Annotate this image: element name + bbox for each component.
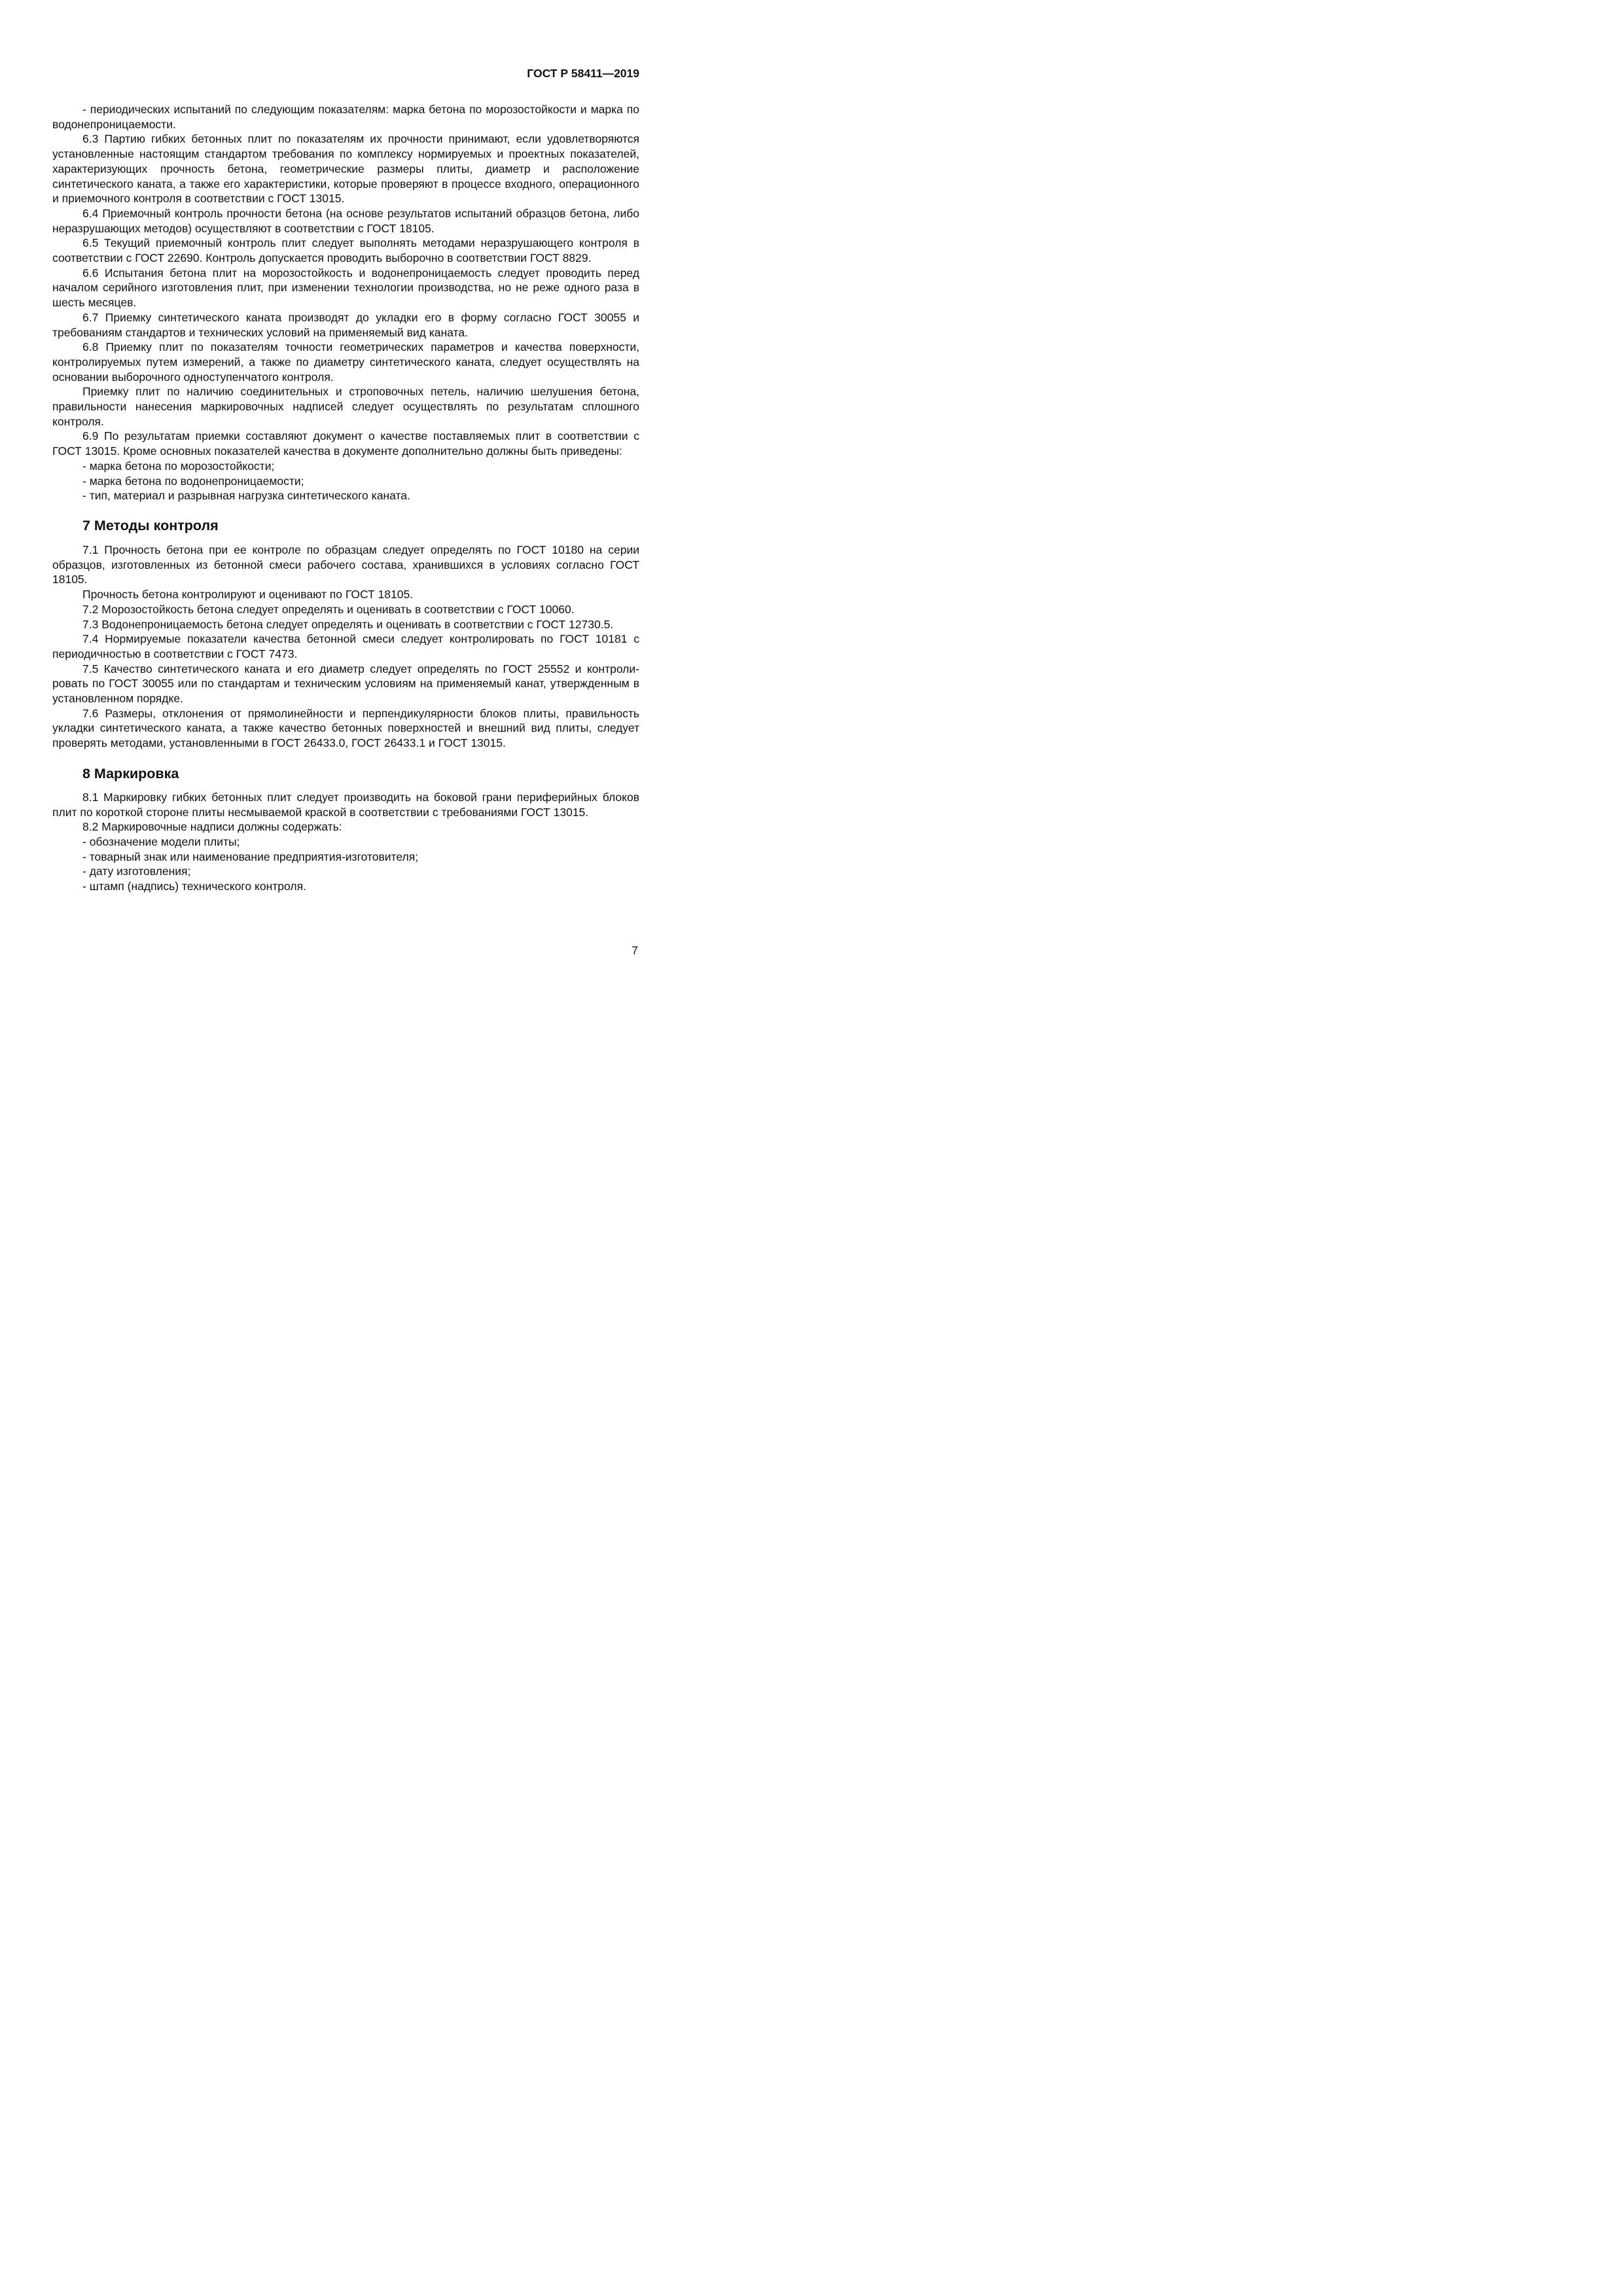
paragraph: 8.1 Маркировку гибких бетонных плит следует производить на боковой грани периферийных блоков плит по короткой стороне плиты несмываемой краской в соответствии с требованиями ГОСТ 13015. [52,790,639,819]
paragraph: 6.6 Испытания бетона плит на морозостойкость и водонепроницаемость следует проводить перед началом серийного изготовления плит, при изменении технологии производства, но не реже одного раза в шесть месяцев. [52,266,639,310]
paragraph: 6.3 Партию гибких бетонных плит по показателям их прочности принимают, если удовлетворяются установленные настоящим стандартом требования по комплексу нормируемых и проектных показателей, характеризующих прочность бетона, геометрические размеры плиты, диаметр и расположение синтетического каната, а также его характеристики, которые проверяют в процессе входного, операционного и приемочного контроля в соответствии с ГОСТ 13015. [52,132,639,206]
document-page [0,0,720,1018]
paragraph: 8.2 Маркировочные надписи должны содержать: [82,820,342,834]
list-item: - товарный знак или наименование предприятия-изготовителя; [82,850,419,863]
section-7 [52,543,639,751]
paragraph: 7.3 Водонепроницаемость бетона следует определять и оценивать в соответствии с ГОСТ 12730.5. [82,617,614,631]
document-body [52,102,639,894]
list-item: - тип, материал и разрывная нагрузка синтетического каната. [82,489,410,503]
document-code-header: ГОСТ Р 58411—2019 [527,67,639,80]
paragraph: Приемку плит по наличию соединительных и строповочных петель, наличию шелушения бетона, правильности нанесения маркировочных надписей следует осуществлять по результатам сплошного контроля. [52,385,639,428]
page-number: 7 [632,944,638,957]
paragraph: 6.4 Приемочный контроль прочности бетона (на основе результатов испытаний образцов бетона, либо неразрушающих методов) осуществляют в соответствии с ГОСТ 18105. [52,206,639,235]
list-item: - обозначение модели плиты; [82,834,240,848]
paragraph: 7.5 Качество синтетического каната и его диаметр следует определять по ГОСТ 25552 и контролировать по ГОСТ 30055 или по стандартам и техническим условиям на применяемый канат, утвержденным в установленном порядке. [52,662,639,706]
paragraph: 6.7 Приемку синтетического каната производят до укладки его в форму согласно ГОСТ 30055 и требованиям стандартов и технических условий на применяемый вид каната. [52,310,639,339]
paragraph: 7.4 Нормируемые показатели качества бетонной смеси следует контролировать по ГОСТ 10181 с периодичностью в соответствии с ГОСТ 7473. [52,632,639,660]
list-item: - дату изготовления; [82,865,191,878]
paragraph: 7.1 Прочность бетона при ее контроле по образцам следует определять по ГОСТ 10180 на серии образцов, изготовленных из бетонной смеси рабочего состава, хранившихся в условиях согласно ГОСТ 18105. [52,543,639,586]
paragraph: 6.8 Приемку плит по показателям точности геометрических параметров и качества поверхности, контролируемых путем измерений, а также по диаметру синтетического каната, следует осуществлять на основании выборочного одноступенчатого контроля. [52,340,639,384]
paragraph: 6.5 Текущий приемочный контроль плит следует выполнять методами неразрушающего контроля в соответствии с ГОСТ 22690. Контроль допускается проводить выборочно в соответствии ГОСТ 8829. [52,236,639,265]
paragraph: Прочность бетона контролируют и оценивают по ГОСТ 18105. [82,588,414,601]
list-item: - штамп (надпись) технического контроля. [82,880,306,893]
section-7-heading: 7 Методы контроля [82,517,219,533]
paragraph: 6.9 По результатам приемки составляют документ о качестве поставляемых плит в соответствии с ГОСТ 13015. Кроме основных показателей качества в документе дополнительно должны быть приведены: [52,429,639,458]
list-item: - марка бетона по водонепроницаемости; [82,474,304,488]
paragraph: 7.2 Морозостойкость бетона следует определять и оценивать в соответствии с ГОСТ 10060. [82,602,575,616]
paragraph: 7.6 Размеры, отклонения от прямолинейности и перпендикулярности блоков плиты, правильность укладки синтетического каната, а также качество бетонных поверхностей и внешний вид плиты, следует проверять методами, установленными в ГОСТ 26433.0, ГОСТ 26433.1 и ГОСТ 13015. [52,706,639,750]
list-item: - марка бетона по морозостойкости; [82,459,275,473]
paragraph: - периодических испытаний по следующим показателям: марка бетона по морозостойкости и марка по водонепроницаемости. [52,103,639,131]
section-8-heading: 8 Маркировка [82,765,179,781]
section-6-continuation [52,102,639,503]
section-8 [52,790,639,894]
